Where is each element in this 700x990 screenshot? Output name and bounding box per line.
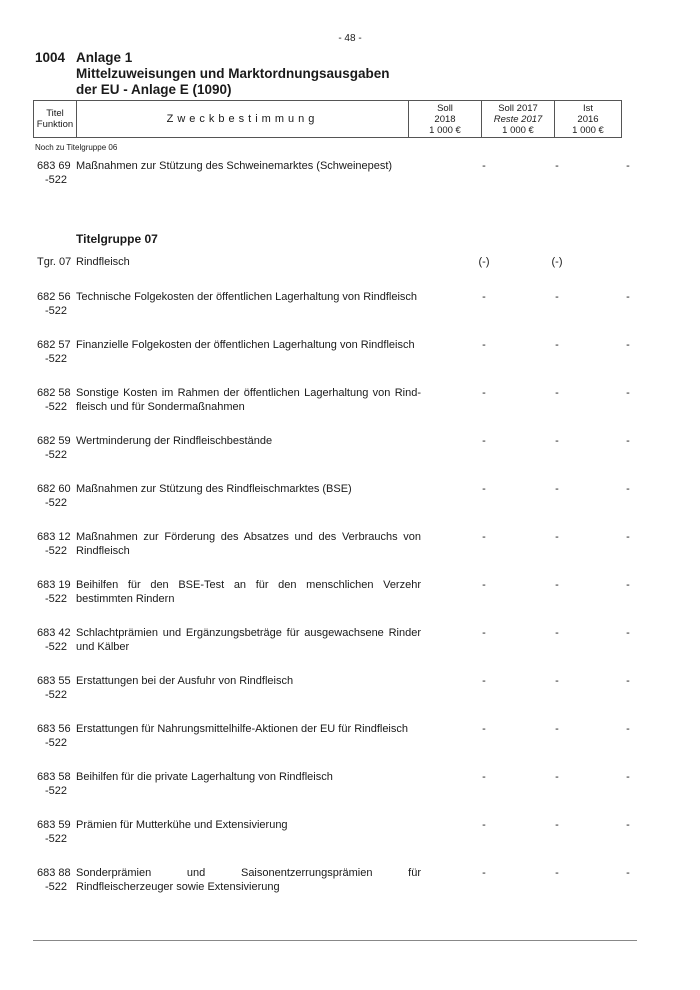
- row-soll-2018: -: [482, 483, 486, 495]
- row-soll-2018: -: [482, 819, 486, 831]
- row-ist-2016: -: [626, 160, 630, 172]
- row-function-code: -522: [45, 448, 68, 461]
- header-line-3: der EU - Anlage E (1090): [76, 82, 232, 97]
- row-soll-2018: -: [482, 627, 486, 639]
- row-function-code: -522: [45, 173, 68, 186]
- row-function-code: -522: [45, 304, 68, 317]
- header-line-2: Mittelzuweisungen und Marktordnungsausgaben: [76, 66, 390, 81]
- row-soll-2017: -: [555, 483, 559, 495]
- row-title-code: 683 19: [37, 579, 71, 591]
- continued-note: Noch zu Titelgruppe 06: [35, 143, 118, 152]
- row-function-code: -522: [45, 544, 68, 557]
- row-description: Schlachtprämien und Ergänzungsbeträge für ausgewachsene Rinder und Kälber: [76, 627, 421, 653]
- row-soll-2017: -: [555, 819, 559, 831]
- row-description: Prämien für Mutterkühe und Extensivierung: [76, 819, 288, 831]
- row-description: Sonderprämien und Saisonentzerrungsprämien für Rindfleischerzeuger sowie Extensivierung: [76, 867, 421, 893]
- row-soll-2017: -: [555, 723, 559, 735]
- col-soll-2018-l3: 1 000 €: [429, 124, 461, 136]
- row-function-code: -522: [45, 400, 68, 413]
- chapter-number: 1004: [35, 50, 66, 65]
- row-soll-2017: -: [555, 627, 559, 639]
- row-function-code: -522: [45, 880, 68, 893]
- row-description: Erstattungen für Nahrungsmittelhilfe-Aktionen der EU für Rindfleisch: [76, 723, 408, 735]
- row-description: Maßnahmen zur Stützung des Rindfleischmarktes (BSE): [76, 483, 352, 495]
- row-soll-2018: -: [482, 531, 486, 543]
- row-function-code: -522: [45, 592, 68, 605]
- row-description: Rindfleisch: [76, 256, 130, 268]
- row-soll-2017: -: [555, 579, 559, 591]
- header-line-1: Anlage 1: [76, 50, 133, 65]
- row-description: Finanzielle Folgekosten der öffentlichen Lagerhaltung von Rindfleisch: [76, 339, 415, 351]
- row-title-code: 682 60: [37, 483, 71, 495]
- group-title: Titelgruppe 07: [76, 232, 158, 246]
- row-ist-2016: -: [626, 435, 630, 447]
- column-header-table: [33, 100, 622, 138]
- row-title-code: 683 55: [37, 675, 71, 687]
- row-soll-2017: -: [555, 867, 559, 879]
- row-soll-2018: -: [482, 675, 486, 687]
- row-title-code: 682 59: [37, 435, 71, 447]
- col-funktion-label: Funktion: [36, 119, 74, 130]
- row-soll-2017: -: [555, 339, 559, 351]
- col-titel-funktion: [34, 101, 77, 138]
- row-soll-2018: -: [482, 291, 486, 303]
- col-ist-2016-l1: Ist: [582, 102, 594, 114]
- row-title-code: 683 59: [37, 819, 71, 831]
- col-ist-2016-l3: 1 000 €: [572, 124, 604, 136]
- footer-divider: [33, 940, 637, 941]
- col-zweck-label: Zweckbestimmung: [166, 112, 319, 125]
- row-title-code: 683 12: [37, 531, 71, 543]
- row-soll-2017: -: [555, 160, 559, 172]
- row-function-code: -522: [45, 640, 68, 653]
- row-soll-2017: -: [555, 387, 559, 399]
- row-ist-2016: -: [626, 867, 630, 879]
- row-title-code: 682 57: [37, 339, 71, 351]
- row-function-code: -522: [45, 688, 68, 701]
- row-ist-2016: -: [626, 483, 630, 495]
- col-ist-2016-l2: 2016: [577, 113, 599, 125]
- row-function-code: -522: [45, 736, 68, 749]
- row-ist-2016: -: [626, 723, 630, 735]
- row-soll-2018: -: [482, 579, 486, 591]
- row-ist-2016: -: [626, 579, 630, 591]
- row-function-code: -522: [45, 496, 68, 509]
- col-soll-2017-l1: Soll 2017: [498, 102, 538, 114]
- row-ist-2016: -: [626, 675, 630, 687]
- col-zweckbestimmung: [77, 101, 409, 138]
- row-ist-2016: -: [626, 627, 630, 639]
- row-title-code: Tgr. 07: [37, 256, 72, 268]
- row-description: Maßnahmen zur Stützung des Schweinemarktes (Schweinepest): [76, 160, 393, 172]
- row-description: Beihilfen für den BSE-Test an für den menschlichen Verzehr bestimmten Rindern: [76, 579, 421, 605]
- row-description: Beihilfen für die private Lagerhaltung von Rindfleisch: [76, 771, 333, 783]
- row-soll-2017: -: [555, 675, 559, 687]
- row-soll-2018: -: [482, 867, 486, 879]
- row-ist-2016: -: [626, 531, 630, 543]
- row-ist-2016: -: [626, 339, 630, 351]
- row-title-code: 683 42: [37, 627, 71, 639]
- row-ist-2016: -: [626, 387, 630, 399]
- row-soll-2017: (-): [551, 256, 563, 268]
- col-soll-2017-l2: Reste 2017: [493, 113, 543, 125]
- section-header: [35, 50, 390, 98]
- row-title-code: 682 58: [37, 387, 71, 399]
- page-number: - 48 -: [338, 33, 362, 44]
- row-soll-2018: (-): [478, 256, 490, 268]
- row-description: Erstattungen bei der Ausfuhr von Rindfleisch: [76, 675, 294, 687]
- row-function-code: -522: [45, 832, 68, 845]
- row-soll-2018: -: [482, 771, 486, 783]
- row-ist-2016: -: [626, 291, 630, 303]
- col-soll-2017-l3: 1 000 €: [502, 124, 534, 136]
- col-titel-label: Titel: [46, 108, 64, 119]
- col-soll-2018: [409, 101, 482, 138]
- row-description: Technische Folgekosten der öffentlichen Lagerhaltung von Rindfleisch: [76, 291, 418, 303]
- row-description: Maßnahmen zur Förderung des Absatzes und des Verbrauchs von Rindfleisch: [76, 531, 421, 557]
- row-function-code: -522: [45, 784, 68, 797]
- row-title-code: 683 88: [37, 867, 71, 879]
- col-ist-2016: [555, 101, 622, 138]
- row-description: Wertminderung der Rindfleischbestände: [76, 435, 273, 447]
- row-soll-2017: -: [555, 531, 559, 543]
- row-soll-2018: -: [482, 387, 486, 399]
- row-title-code: 682 56: [37, 291, 71, 303]
- row-soll-2017: -: [555, 771, 559, 783]
- row-description: Sonstige Kosten im Rahmen der öffentlichen Lagerhaltung von Rindfleisch und für Sondermaßnahmen: [76, 387, 421, 413]
- col-soll-2018-l1: Soll: [437, 102, 453, 114]
- col-soll-2018-l2: 2018: [434, 113, 456, 125]
- row-title-code: 683 58: [37, 771, 71, 783]
- row-ist-2016: -: [626, 771, 630, 783]
- row-function-code: -522: [45, 352, 68, 365]
- row-ist-2016: -: [626, 819, 630, 831]
- row-soll-2018: -: [482, 339, 486, 351]
- col-soll-2017: [482, 101, 555, 138]
- row-title-code: 683 56: [37, 723, 71, 735]
- row-soll-2017: -: [555, 291, 559, 303]
- row-soll-2017: -: [555, 435, 559, 447]
- row-soll-2018: -: [482, 723, 486, 735]
- row-soll-2018: -: [482, 160, 486, 172]
- row-title-code: 683 69: [37, 160, 71, 172]
- row-soll-2018: -: [482, 435, 486, 447]
